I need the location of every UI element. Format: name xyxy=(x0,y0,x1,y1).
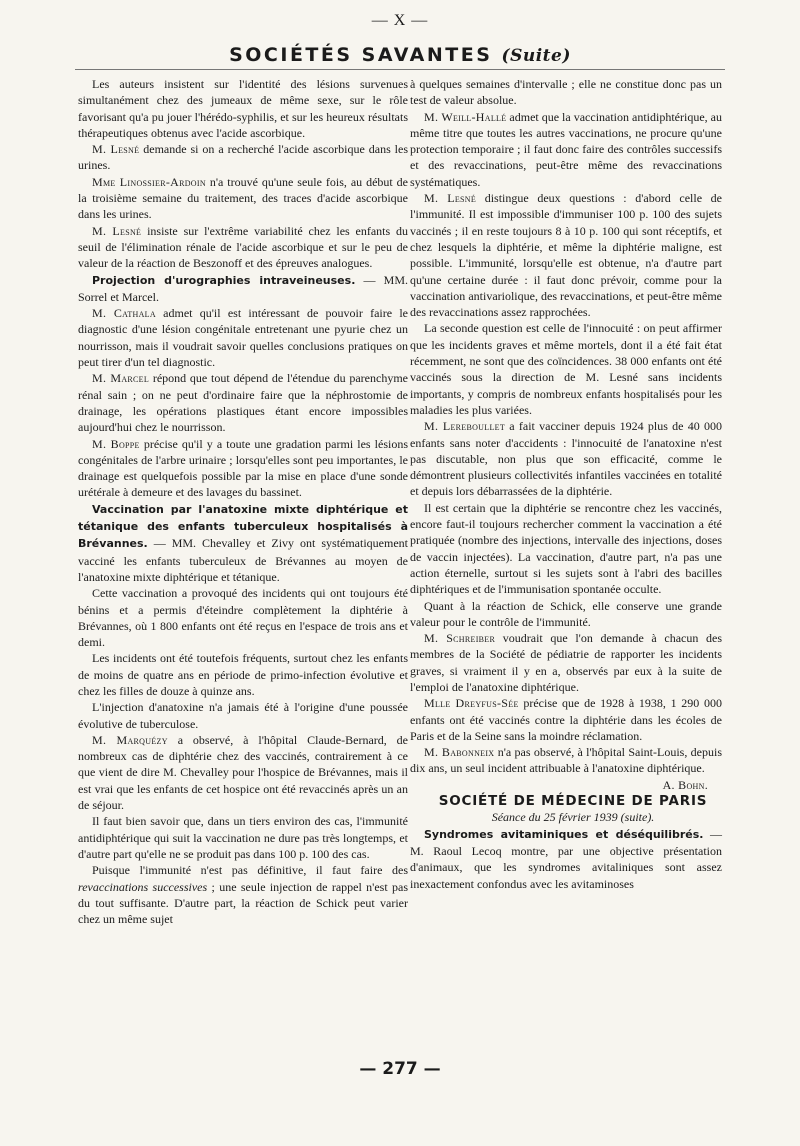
section-heading-inline: Syndromes avitaminiques et déséquilibrés. xyxy=(424,827,704,841)
paragraph xyxy=(410,109,722,190)
paragraph xyxy=(78,732,408,813)
paragraph-text: répond que tout dépend de l'étendue du parenchyme rénal sain ; on ne peut d'ordinaire faire que la néphrostomie de drainage, les opérations plastiques étant encore impossibles aujourd'hui chez le nourrisson. xyxy=(78,371,408,435)
paragraph-text: admet qu'il est intéressant de pouvoir faire le diagnostic d'une lésion congénitale entretenant une pyurie chez un nourrisson, mais il voudrait savoir quelles conclusions pratiques on peut tirer d'un tel diagnostic. xyxy=(78,306,408,370)
paragraph xyxy=(78,436,408,501)
paragraph-text: — M. Raoul Lecoq montre, par une objective présentation d'animaux, que les syndromes avitaliniques sont assez inexactement confondus avec les avitaminoses xyxy=(410,826,722,891)
paragraph-text: distingue deux questions : d'abord celle de l'immunité. Il est impossible d'immuniser 100 p. 100 des sujets vaccinés ; il en reste toujours 8 à 10 p. 100 qui sont réceptifs, et chez lesquels la diphtérie, et même la diphtérie maligne, est possible. L'immunité, lorsqu'elle est obtenue, n'a d'autre part qu'une certaine durée : il faut donc prévoir, comme pour la vaccination antivariolique, des revaccinations, et peut-être même des revaccinations assez rapprochées. xyxy=(410,191,722,320)
left-column xyxy=(78,76,408,927)
paragraph-text: Puisque l'immunité n'est pas définitive, il faut faire des xyxy=(92,863,408,878)
heading-title: SOCIÉTÉS SAVANTES xyxy=(229,44,493,66)
paragraph xyxy=(410,190,722,320)
paragraph xyxy=(410,744,722,777)
page-heading xyxy=(0,44,800,66)
speaker-name: M. Lesné xyxy=(92,223,142,238)
paragraph xyxy=(78,141,408,174)
paragraph-text: Quant à la réaction de Schick, elle conserve une grande valeur pour le contrôle de l'immunité. xyxy=(410,598,722,629)
heading-suite: (Suite) xyxy=(501,46,571,66)
paragraph xyxy=(410,695,722,744)
paragraph xyxy=(78,272,408,306)
speaker-name: M. Weill-Hallé xyxy=(424,109,507,124)
paragraph-text: — MM. Chevalley et Zivy ont systématiquement vacciné les enfants tuberculeux de Brévannes au moyen de l'anatoxine mixte diphtérique et tétanique. xyxy=(78,536,408,584)
paragraph xyxy=(78,305,408,370)
paragraph-text: précise qu'il y a toute une gradation parmi les lésions congénitales de l'arbre urinaire ; lorsqu'elles sont peu importantes, le drainage est quelquefois possible par la mise en place d'une sonde urétérale à demeure et des lavages du bassinet. xyxy=(78,436,408,500)
section-heading-inline: Projection d'urographies intraveineuses. xyxy=(92,273,356,287)
paragraph-text: à quelques semaines d'intervalle ; elle ne constitue donc pas un test de valeur absolue. xyxy=(410,77,722,108)
right-paragraphs xyxy=(410,76,722,777)
paragraph xyxy=(78,370,408,435)
paragraph xyxy=(410,598,722,631)
heading-rule xyxy=(75,69,725,70)
folio: — X — xyxy=(371,12,429,29)
paragraph-text: insiste sur l'extrême variabilité chez les enfants du seuil de l'élimination rénale de l'acide ascorbique et sur le peu de valeur de la réaction de Beszonoff et des épreuves analogues. xyxy=(78,223,409,271)
speaker-name: M. Lereboullet xyxy=(424,419,506,434)
paragraph xyxy=(78,862,408,927)
paragraph-text: admet que la vaccination antidiphtérique, au même titre que toutes les autres vaccinations, ne procure qu'une protection temporaire ; il faut donc faire des contrôles successifs et des revaccinations, peut-être même des revaccinations systématiques. xyxy=(410,109,722,189)
paragraph-text: n'a trouvé qu'une seule fois, au début de la troisième semaine du traitement, des traces d'acide ascorbique dans les urines. xyxy=(78,174,408,222)
speaker-name: M. Lesné xyxy=(92,142,140,157)
speaker-name: M. Marquézy xyxy=(92,732,168,747)
paragraph-text: Il faut bien savoir que, dans un tiers environ des cas, l'immunité antidiphtérique qui suit la vaccination ne dure pas très longtemps, et d'autre part qu'elle ne se produit pas dans 100 p. 100 des cas. xyxy=(78,814,408,861)
paragraph-text: a fait vacciner depuis 1924 plus de 40 000 enfants sans noter d'accidents : l'innocuité de l'anatoxine n'est pas discutable, non plus que son efficacité, comme le démontrent plusieurs collectivités infantiles vaccinées en totalité et depuis lors débarrassées de la diphtérie. xyxy=(410,419,722,499)
speaker-name: M. Schreiber xyxy=(424,631,496,646)
right-column xyxy=(410,76,722,892)
paragraph-text: a observé, à l'hôpital Claude-Bernard, de nombreux cas de diphtérie chez des vaccinés, contrairement à ce que vient de dire M. Chevalley pour l'hospice de Brévannes, mais il est vrai que les enfants de cet hospice ont été revaccinés après un an de séjour. xyxy=(78,732,409,813)
paragraph xyxy=(410,320,722,418)
paragraph-text: précise que de 1928 à 1938, 1 290 000 enfants ont été vaccinés contre la diphtérie dans les écoles de Paris et de la Seine sans la moindre réclamation. xyxy=(410,696,722,743)
paragraph-text: Les incidents ont été toutefois fréquents, surtout chez les enfants de moins de quatre ans en période de primo-infection évolutive et chez les filles de douze à quinze ans. xyxy=(78,651,408,698)
speaker-name: M. Boppe xyxy=(92,436,140,451)
paragraph xyxy=(78,699,408,732)
paragraph xyxy=(410,630,722,695)
paragraph-text: La seconde question est celle de l'innocuité : on peut affirmer que les incidents graves et même mortels, dont il a été fait état récemment, ne sont que des coïncidences. 38 000 enfants ont été vaccinés sous la direction de M. Lesné sans incidents importants, y compris de nombreux enfants hospitalisés pour les maladies les plus variées. xyxy=(410,321,722,417)
signature: A. Bohn. xyxy=(662,777,708,792)
paragraph xyxy=(78,813,408,862)
paragraph-text: Cette vaccination a provoqué des incidents qui ont toujours été bénins et a permis d'éteindre complètement la diphtérie à Brévannes, où 1 800 enfants ont été reçus en l'espace de trois ans et demi. xyxy=(78,586,408,650)
speaker-name: M. Lesné xyxy=(424,191,477,206)
paragraph-text: Il est certain que la diphtérie se rencontre chez les vaccinés, encore faut-il toujours rechercher comment la vaccination a été pratiquée (nombre des injections, intervalle des injections, doses de vaccin injectées). La vaccination, d'autre part, n'a pas une action éternelle, surtout si les sujets sont à l'abri des bacilles diphtériques et de l'immunisation spontanée occulte. xyxy=(410,500,722,597)
speaker-name: M. Marcel xyxy=(92,371,150,386)
paragraph-text: n'a pas observé, à l'hôpital Saint-Louis, depuis dix ans, un seul incident attribuable à l'anatoxine diphtérique. xyxy=(410,745,722,776)
speaker-name: Mlle Dreyfus-Sée xyxy=(424,696,519,711)
paragraph-text: ; une seule injection de rappel n'est pas du tout suffisante. D'autre part, la réaction de Schick peut varier chez un même sujet xyxy=(78,879,408,927)
paragraph xyxy=(78,174,408,223)
paragraph xyxy=(410,500,722,598)
paragraph-text: L'injection d'anatoxine n'a jamais été à l'origine d'une poussée évolutive de tuberculose. xyxy=(78,700,408,731)
speaker-name: Mme Linossier-Ardoin xyxy=(92,174,206,189)
paragraph xyxy=(78,76,408,141)
section-title: SOCIÉTÉ DE MÉDECINE DE PARIS xyxy=(438,793,708,810)
paragraph xyxy=(410,76,722,109)
speaker-name: M. Babonneix xyxy=(424,745,495,760)
section-paragraphs xyxy=(410,826,722,892)
paragraph-text: demande si on a recherché l'acide ascorbique dans les urines. xyxy=(78,142,408,173)
page-number: — 277 — xyxy=(359,1059,441,1079)
emphasis: revaccinations successives xyxy=(78,879,208,894)
paragraph-text: Les auteurs insistent sur l'identité des lésions survenues simultanément chez des jumeaux de même sexe, sur le rôle favorisant qu'a pu jouer l'hérédo-syphilis, et sur les heureux résultats thérapeutiques obtenus avec l'acide ascorbique. xyxy=(78,77,408,140)
paragraph xyxy=(78,650,408,699)
paragraph-text: voudrait que l'on demande à chacun des membres de la Société de pédiatrie de rapporter les incidents graves, si vraiment il y en a, observés par eux à la suite de l'emploi de l'anatoxine diphtérique. xyxy=(410,631,722,694)
paragraph xyxy=(78,585,408,650)
section-heading-inline: Vaccination par l'anatoxine mixte diphtérique et tétanique des enfants tuberculeux hospitalisés à Brévannes. xyxy=(78,502,408,551)
paragraph xyxy=(410,826,722,892)
paragraph xyxy=(410,418,722,499)
speaker-name: M. Cathala xyxy=(92,306,156,321)
paragraph xyxy=(78,501,408,585)
section-date: Séance du 25 février 1939 (suite). xyxy=(491,810,655,825)
paragraph-text: — MM. Sorrel et Marcel. xyxy=(78,272,408,304)
paragraph xyxy=(78,223,408,272)
